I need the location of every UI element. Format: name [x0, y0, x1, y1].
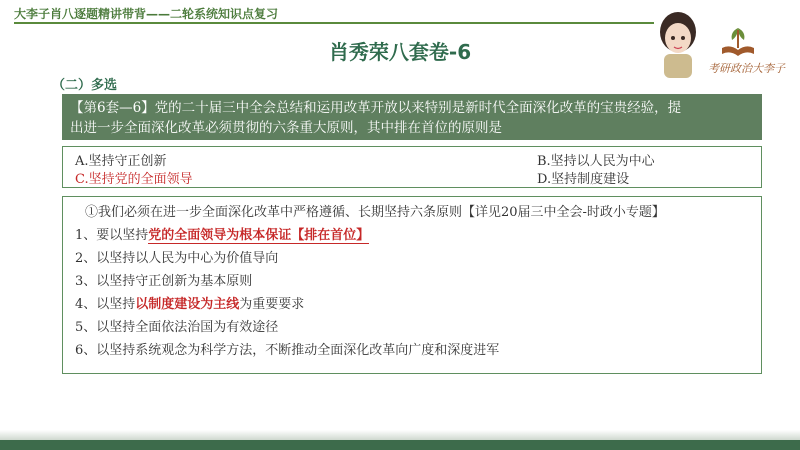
answer-line-1 — [75, 224, 369, 243]
answer-line-4 — [75, 293, 304, 312]
answer-line-4-prefix: 4、以坚持 — [75, 297, 136, 312]
answer-line-5: 5、以坚持全面依法治国为有效途径 — [75, 320, 279, 335]
answer-line-1-prefix: 1、要以坚持 — [75, 228, 149, 243]
section-label: （二）多选 — [52, 78, 118, 93]
answer-line-6: 6、以坚持系统观念为科学方法，不断推动全面深化改革向广度和深度进军 — [75, 343, 500, 358]
answer-explanation — [62, 196, 762, 374]
series-title: 大李子肖八逐题精讲带背——二轮系统知识点复习 — [14, 7, 279, 21]
question-line-2: 出进一步全面深化改革必须贯彻的六条重大原则，其中排在首位的原则是 — [70, 120, 502, 136]
logo-text: 考研政治大李子 — [708, 62, 785, 75]
answer-line-4-suffix: 为重要要求 — [239, 297, 305, 312]
answer-line-1-highlight: 党的全面领导为根本保证 — [148, 228, 292, 243]
options-box — [62, 146, 762, 188]
answer-line-3: 3、以坚持守正创新为基本原则 — [75, 274, 253, 289]
bottom-bar — [0, 440, 800, 450]
question-box — [62, 94, 762, 140]
answer-line-1-tag: 【排在首位】 — [291, 228, 370, 243]
answer-line-2: 2、以坚持以人民为中心为价值导向 — [75, 251, 279, 266]
option-c: C.坚持党的全面领导 — [75, 172, 193, 187]
bottom-shade — [0, 430, 800, 440]
option-a: A.坚持守正创新 — [75, 154, 167, 169]
slide-title: 肖秀荣八套卷-6 — [328, 40, 472, 64]
question-line-1: 【第6套—6】党的二十届三中全会总结和运用改革开放以来特别是新时代全面深化改革的宝贵经验，提 — [70, 100, 682, 116]
answer-line-4-highlight: 以制度建设为主线 — [135, 297, 240, 312]
header-divider — [14, 22, 654, 24]
option-d: D.坚持制度建设 — [537, 172, 630, 187]
option-b: B.坚持以人民为中心 — [537, 154, 655, 169]
answer-intro: ①我们必须在进一步全面深化改革中严格遵循、长期坚持六条原则【详见20届三中全会-时政小专题】 — [85, 205, 665, 220]
